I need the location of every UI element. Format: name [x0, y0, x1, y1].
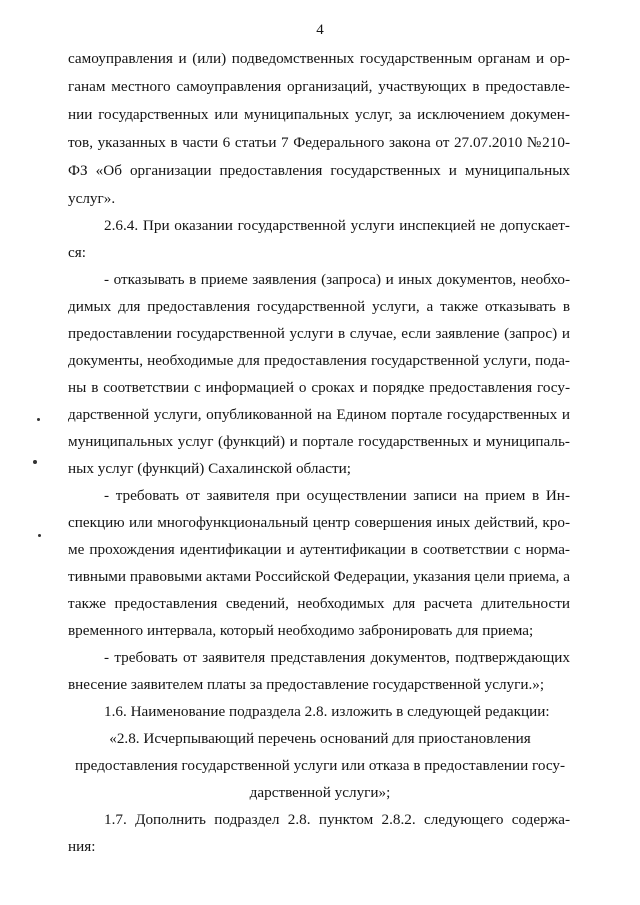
text-line: документы, необходимые для предоставления государственной услуги, пода- — [68, 352, 570, 369]
text-line: ных услуг (функций) Сахалинской области; — [68, 460, 351, 477]
text-line: ганам местного самоуправления организаций, участвующих в предоставле- — [68, 78, 570, 95]
text-line: - требовать от заявителя при осуществлении записи на прием в Ин- — [104, 487, 570, 504]
text-line: дарственной услуги, опубликованной на Едином портале государственных и — [68, 406, 570, 423]
text-line: услуг». — [68, 190, 116, 207]
section-title-line: «2.8. Исчерпывающий перечень оснований для приостановления — [109, 730, 531, 747]
text-line: тов, указанных в части 6 статьи 7 Федерального закона от 27.07.2010 №210- — [68, 134, 570, 151]
scan-speck — [37, 418, 40, 421]
scan-speck — [38, 534, 41, 537]
text-line: спекцию или многофункциональный центр совершения иных действий, кро- — [68, 514, 570, 531]
text-line: ния: — [68, 838, 96, 855]
text-line: временного интервала, который необходимо забронировать для приема; — [68, 622, 534, 639]
text-line: нии государственных или муниципальных услуг, за исключением докумен- — [68, 106, 570, 123]
text-line: димых для предоставления государственной услуги, а также отказывать в — [68, 298, 570, 315]
scan-speck — [33, 460, 37, 464]
text-line: внесение заявителем платы за предоставление государственной услуги.»; — [68, 676, 545, 693]
text-line: самоуправления и (или) подведомственных государственным органам и ор- — [68, 50, 570, 67]
text-line: - отказывать в приеме заявления (запроса) и иных документов, необхо- — [104, 271, 570, 288]
paragraph-heading: 2.6.4. При оказании государственной услуги инспекцией не допускает- — [104, 217, 570, 234]
text-line: предоставлении государственной услуги в случае, если заявление (запрос) и — [68, 325, 570, 342]
text-line: ме прохождения идентификации и аутентификации в соответствии с норма- — [68, 541, 570, 558]
text-line: ся: — [68, 244, 86, 261]
page-number: 4 — [316, 22, 324, 38]
section-title-line: предоставления государственной услуги или отказа в предоставлении госу- — [74, 757, 566, 774]
text-line: ФЗ «Об организации предоставления государственных и муниципальных — [68, 162, 570, 179]
text-line: муниципальных услуг (функций) и портале государственных и муниципаль- — [68, 433, 570, 450]
text-line: - требовать от заявителя представления документов, подтверждающих — [104, 649, 570, 666]
text-line: 1.7. Дополнить подраздел 2.8. пунктом 2.8.2. следующего содержа- — [104, 811, 570, 828]
text-line: также предоставления сведений, необходимых для расчета длительности — [68, 595, 570, 612]
text-line: 1.6. Наименование подраздела 2.8. изложить в следующей редакции: — [104, 703, 550, 720]
text-line: ны в соответствии с информацией о сроках и порядке предоставления госу- — [68, 379, 570, 396]
text-line: тивными правовыми актами Российской Федерации, указания цели приема, а — [68, 568, 570, 585]
section-title-line: дарственной услуги»; — [249, 784, 391, 801]
